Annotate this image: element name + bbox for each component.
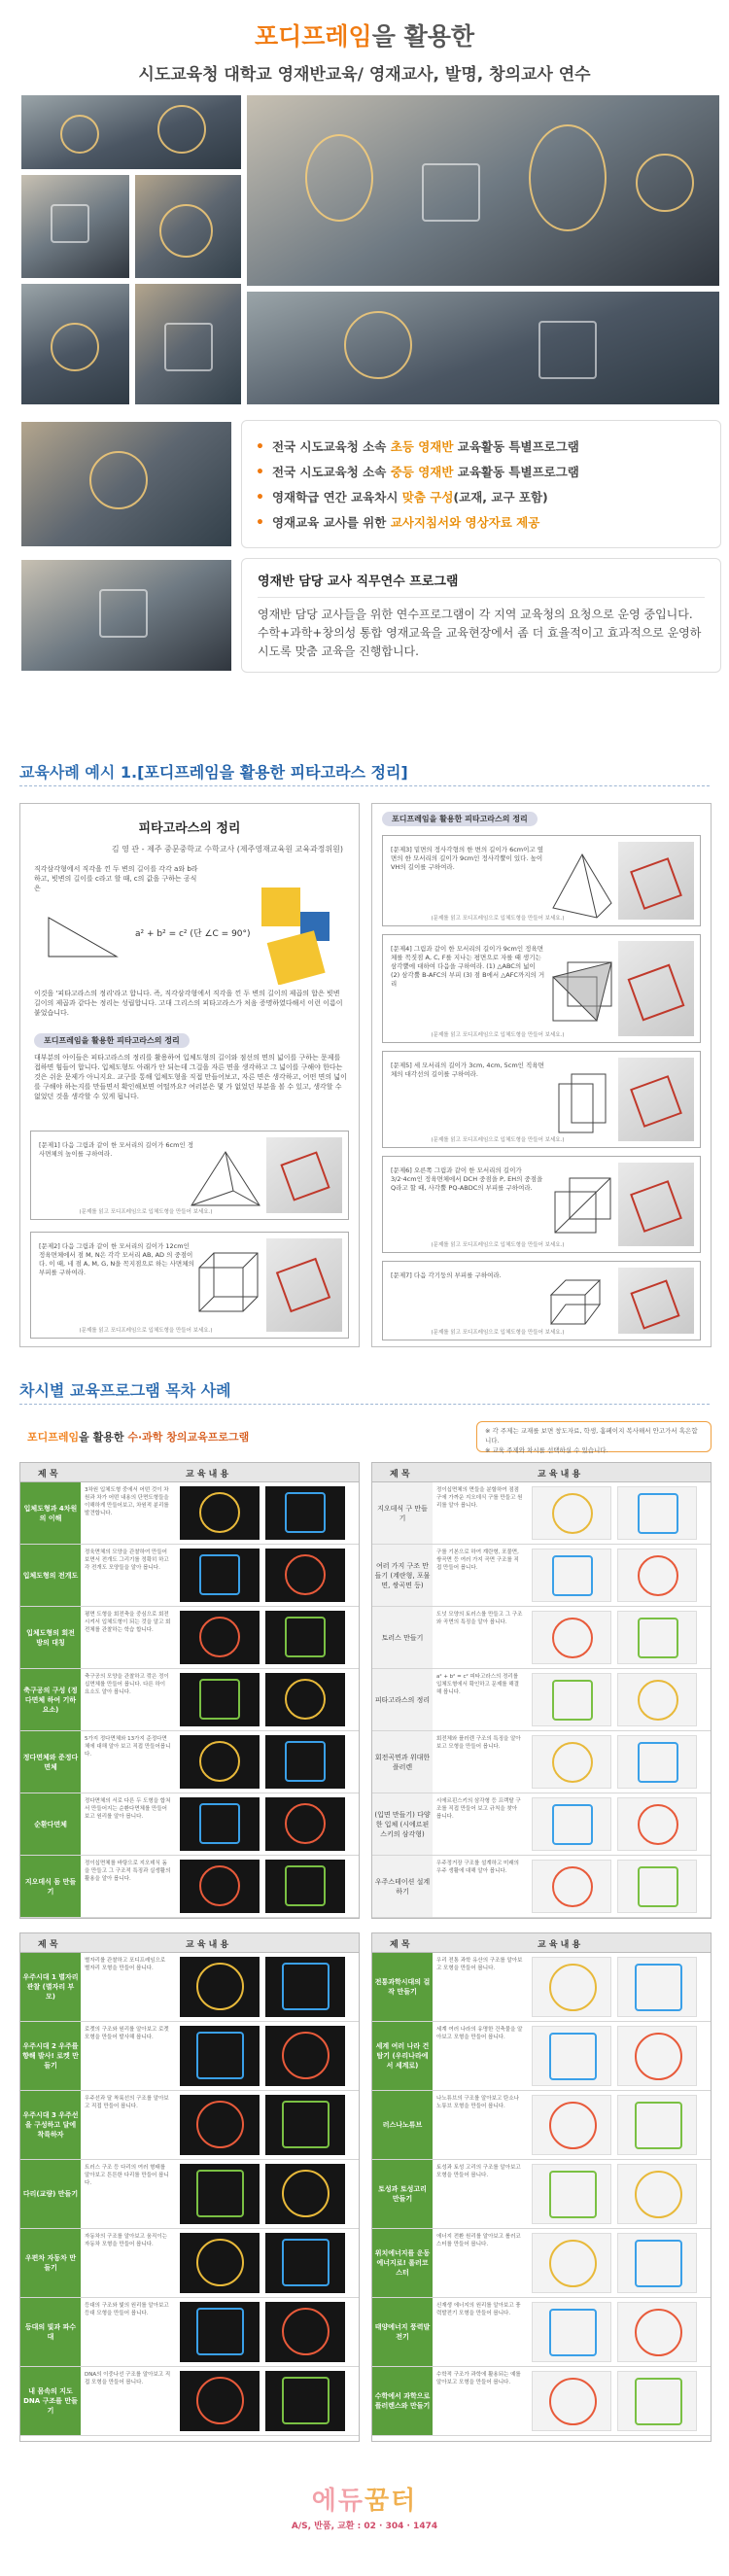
program-item: • 전국 시도교육청 소속 중등 영재반 교육활동 특별프로그램 bbox=[256, 465, 579, 480]
model-photo bbox=[617, 2302, 697, 2362]
row-title: 순환다면체 bbox=[20, 1793, 81, 1855]
row-title: 축구공의 구성 (정다면체 하여 기하 요소) bbox=[20, 1669, 81, 1730]
doc-body: 대부분의 아이들은 피타고라스의 정리를 활용하여 입체도형의 길이와 점선의 면의 넓이를 구하는 문제를 접하면 힘들어 합니다. 입체도형도 아래가 안 되는데 그걸을 자른 면을 생각하고 그 넓이를 구해야 한다는 것은 쉬운 문제가 아니지요. 교구를 통해 입체도형을 직접 만들어보고, 자른 면은 생각하고, 어떤 면의 넓이를 구해야 하는지를 만들면서 확인해보면 어떨까요? 여러분은 몇 가 없었던 부분을 볼 수 있고, 생각할 수 없었던 것을 생각할 수 있게 됩니다. bbox=[34, 1054, 347, 1100]
cuboid-icon bbox=[554, 1069, 612, 1137]
row-title: 등대의 빛과 파수대 bbox=[20, 2298, 81, 2366]
model-photo bbox=[617, 1797, 697, 1851]
row-content: 회전체와 플러렌 구조의 특징을 알아보고 모형을 만들어 봅니다. bbox=[436, 1736, 521, 1750]
table-row bbox=[20, 1793, 359, 1856]
training-box bbox=[241, 558, 721, 673]
triangle-diagram bbox=[44, 913, 122, 961]
row-content: 우주정거장 구조를 설계하고 미래의 우주 생활에 대해 알아 봅니다. bbox=[436, 1861, 519, 1874]
table-row bbox=[372, 1793, 711, 1856]
title-suffix: 을 활용한 bbox=[371, 22, 475, 51]
row-content: 나노튜브의 구조를 알아보고 탄소나노튜브 모형을 만들어 봅니다. bbox=[436, 2096, 519, 2109]
table-header bbox=[372, 1933, 711, 1953]
model-photo bbox=[265, 2095, 345, 2155]
table-row bbox=[20, 2229, 359, 2298]
doc-title: 피타고라스의 정리 bbox=[138, 821, 241, 836]
model-photo bbox=[180, 2164, 260, 2224]
model-photo bbox=[617, 1611, 697, 1664]
model-photo bbox=[532, 1611, 611, 1664]
row-content: 별자리를 관찰하고 포디프레임으로 별자리 모형을 만들어 봅니다. bbox=[85, 1958, 166, 1971]
brand-name: 포디프레임 bbox=[254, 22, 372, 51]
model-photo bbox=[265, 1735, 345, 1789]
row-content: 평면 도형을 회전축을 중심으로 회전시켜서 입체도형이 되는 것을 알고 회전체를 관찰하는 학습 합니다. bbox=[85, 1612, 171, 1633]
model-photo bbox=[180, 1549, 260, 1602]
divider bbox=[19, 1404, 710, 1405]
table-row bbox=[372, 2091, 711, 2160]
cube-icon bbox=[550, 1172, 618, 1240]
row-content: 수학적 구조가 과학에 활용되는 예를 알아보고 모형을 만들어 봅니다. bbox=[436, 2372, 521, 2385]
pyramid-icon bbox=[548, 850, 616, 922]
model-photo bbox=[180, 2233, 260, 2293]
problem-card: [문제3] 밑면의 정사각형의 한 변의 길이가 6cm이고 옆면의 한 모서리의 길이가 9cm인 정사각뿔이 있다. 높이 VH의 길이를 구하여라. (문제를 읽고 포디프레임으로 입체도형을 만들어 보세요.) bbox=[382, 835, 701, 926]
tetrahedron-icon bbox=[187, 1147, 264, 1215]
row-title: 태양에너지 풍력발전기 bbox=[372, 2298, 433, 2366]
table-row bbox=[20, 1856, 359, 1918]
model-photo bbox=[180, 2371, 260, 2431]
note-box: ※ 각 주제는 교재를 보면 창도자료, 학생, 홈페이지 복사해서 안고가서 혹은합니다. ※ 교육 주제와 차시를 선택하실 수 있습니다. bbox=[476, 1421, 712, 1452]
model-photo bbox=[265, 2371, 345, 2431]
model-photo bbox=[532, 2233, 611, 2293]
model-photo bbox=[617, 1549, 697, 1602]
model-photo bbox=[180, 1860, 260, 1913]
bullet-icon: • bbox=[256, 490, 264, 505]
square-diagram bbox=[252, 878, 349, 985]
model-photo bbox=[180, 1797, 260, 1851]
table-row bbox=[20, 2160, 359, 2229]
case-right-panel bbox=[371, 803, 712, 1347]
model-photo bbox=[266, 1137, 342, 1213]
photo-classroom-6 bbox=[245, 290, 721, 406]
program-list bbox=[241, 420, 721, 548]
col-title: 제 목 bbox=[38, 1470, 58, 1479]
row-title: (입면 만들기) 다양한 입체 (시에르핀스키의 삼각형) bbox=[372, 1793, 433, 1855]
photo-classroom-main bbox=[245, 93, 721, 288]
page-title bbox=[0, 17, 729, 52]
model-photo bbox=[265, 1957, 345, 2017]
model-photo bbox=[265, 2164, 345, 2224]
photo-classroom-5 bbox=[133, 282, 243, 406]
model-photo bbox=[618, 1058, 694, 1141]
doc-explain: 이것을 '피타고라스의 정리'라고 합니다. 즉, 직각삼각형에서 직각을 낀 두 변의 길이의 제곱의 합은 빗변 길이의 제곱과 같다는 정리는 성립합니다. 고대 그리스의 피타고라스가 처음 증명하였다해서 이런 이름이 붙었습니다. bbox=[34, 990, 343, 1017]
doc-author: 김 영 관 - 제주 중문중학교 수학교사 (제주영재교육원 교육과정위원) bbox=[111, 845, 343, 853]
model-photo bbox=[180, 2026, 260, 2086]
row-title: 우주시대 2 우주를 향해 발사! 로켓 만들기 bbox=[20, 2022, 81, 2090]
model-photo bbox=[617, 2095, 697, 2155]
col-title: 제 목 bbox=[38, 1940, 58, 1950]
model-photo bbox=[265, 1673, 345, 1726]
photo-classroom-3 bbox=[133, 173, 243, 280]
model-photo bbox=[618, 1268, 694, 1334]
row-content: 정이십면체를 바탕으로 지오데식 돔을 만들고 그 구조적 특징과 실생활의 활용을 알아 봅니다. bbox=[85, 1861, 171, 1882]
table-row bbox=[20, 1669, 359, 1731]
table-row bbox=[372, 2160, 711, 2229]
model-photo bbox=[532, 1486, 611, 1540]
row-content: 신재생 에너지의 원리를 알아보고 풍력발전기 모형을 만들어 봅니다. bbox=[436, 2303, 521, 2316]
model-photo bbox=[618, 1163, 694, 1246]
curriculum-subtitle: 포디프레임을 활용한 수·과학 창의교육프로그램 bbox=[27, 1431, 250, 1444]
model-photo bbox=[180, 1486, 260, 1540]
table-row bbox=[20, 2367, 359, 2436]
section-tag: 포디프레임을 활용한 피타고라스의 정리 bbox=[34, 1033, 190, 1048]
photo-students bbox=[19, 420, 233, 548]
table-row bbox=[372, 1607, 711, 1669]
table-row bbox=[372, 1731, 711, 1793]
model-photo bbox=[617, 2371, 697, 2431]
row-content: 우리 전통 과학 유산의 구조를 알아보고 모형을 만들어 봅니다. bbox=[436, 1958, 523, 1971]
model-photo bbox=[617, 2233, 697, 2293]
model-photo bbox=[180, 2302, 260, 2362]
program-info bbox=[19, 420, 721, 548]
photo-collage bbox=[19, 93, 721, 406]
model-photo bbox=[180, 1957, 260, 2017]
row-title: 우주시대 1 별자리 관찰 (별자리 부모) bbox=[20, 1953, 81, 2021]
table-header bbox=[20, 1463, 359, 1482]
row-content: 우주선과 달 착륙선의 구조를 알아보고 직접 만들어 봅니다. bbox=[85, 2096, 169, 2109]
table-row bbox=[372, 2229, 711, 2298]
model-photo bbox=[265, 1860, 345, 1913]
model-photo bbox=[617, 1957, 697, 2017]
row-content: 자동차의 구조를 알아보고 움직이는 자동차 모형을 만들어 봅니다. bbox=[85, 2234, 167, 2247]
col-content: 교 육 내 용 bbox=[538, 1470, 581, 1479]
as-contact: A/S, 반품, 교환 : 02 · 304 · 1474 bbox=[291, 2522, 438, 2531]
model-photo bbox=[532, 2095, 611, 2155]
row-title: 러스나노튜브 bbox=[372, 2091, 433, 2159]
table-row bbox=[372, 2298, 711, 2367]
model-photo bbox=[180, 1611, 260, 1664]
model-photo bbox=[617, 2164, 697, 2224]
row-title: 회전곡면과 위대한 플러렌 bbox=[372, 1731, 433, 1793]
row-title: 위치에너지를 운동에너지로! 롤러코스터 bbox=[372, 2229, 433, 2297]
table-row bbox=[20, 2022, 359, 2091]
row-content: 세계 여러 나라의 유명한 건축물을 알아보고 모형을 만들어 봅니다. bbox=[436, 2027, 523, 2040]
model-photo bbox=[532, 2302, 611, 2362]
model-photo bbox=[532, 2026, 611, 2086]
col-content: 교 육 내 용 bbox=[186, 1470, 229, 1479]
row-content: 트러스 구조 등 다리의 여러 형태를 알아보고 튼튼한 다리를 만들어 봅니다. bbox=[85, 2165, 169, 2186]
training-info bbox=[19, 558, 721, 673]
table-row bbox=[20, 2091, 359, 2160]
row-title: 지오데식 구 만들기 bbox=[372, 1482, 433, 1544]
bullet-icon: • bbox=[256, 439, 264, 455]
row-content: 도넛 모양의 토러스를 만들고 그 구조와 곡면의 특징을 알아 봅니다. bbox=[436, 1612, 523, 1625]
curriculum-table-2 bbox=[371, 1462, 712, 1919]
model-photo bbox=[532, 2164, 611, 2224]
model-photo bbox=[532, 2371, 611, 2431]
row-title: 세계 여러 나라 건 탐기 (우리나라에서 세계로) bbox=[372, 2022, 433, 2090]
bullet-icon: • bbox=[256, 515, 264, 531]
row-content: 토성과 토성 고리의 구조를 알아보고 모형을 만들어 봅니다. bbox=[436, 2165, 521, 2178]
prism-icon bbox=[546, 1275, 620, 1334]
row-title: 우주스테이션 설계하기 bbox=[372, 1856, 433, 1917]
training-title: 영재반 담당 교사 직무연수 프로그램 bbox=[258, 571, 705, 598]
row-title: 전통과학시대의 걸작 만들기 bbox=[372, 1953, 433, 2021]
row-content: 구를 기본으로 하여 계란형, 포물면, 쌍곡면 등 여러 가지 곡면 구조를 직접 만들어 봅니다. bbox=[436, 1549, 519, 1571]
model-photo bbox=[532, 1797, 611, 1851]
model-photo bbox=[180, 1735, 260, 1789]
row-content: 5가지 정다면체와 13가지 준정다면체에 대해 알아 보고 직접 만들어봅니다. bbox=[85, 1736, 171, 1758]
table-row bbox=[372, 1669, 711, 1731]
col-content: 교 육 내 용 bbox=[186, 1940, 229, 1950]
row-content: 3차원 입체도형 중에서 어떤 것이 차원과 차가 어떤 내용의 단면도형들을 이해하게 만들어보고, 차원적 분리를 발견합니다. bbox=[85, 1487, 169, 1516]
row-title: 정다면체와 준정다면체 bbox=[20, 1731, 81, 1793]
page-subtitle: 시도교육청 대학교 영재반교육/ 영재교사, 발명, 창의교사 연수 bbox=[138, 65, 591, 85]
problem-card: [문제5] 세 모서리의 길이가 3cm, 4cm, 5cm인 직육면체의 대각선의 길이를 구하여라. (문제를 읽고 포디프레임으로 입체도형을 만들어 보세요.) bbox=[382, 1051, 701, 1148]
row-content: 시에르핀스키의 삼각형 등 프랙탈 구조를 직접 만들어 보고 규칙을 찾아 봅니다. bbox=[436, 1798, 521, 1820]
row-title: 토성과 토성고리 만들기 bbox=[372, 2160, 433, 2228]
model-photo bbox=[266, 1238, 342, 1332]
section-tag: 포디프레임을 활용한 피타고라스의 정리 bbox=[382, 812, 538, 826]
training-body: 영재반 담당 교사들을 위한 연수프로그램이 각 지역 교육청의 요청으로 운영 중입니다. 수학+과학+창의성 통합 영재교육을 교육현장에서 좀 더 효율적이고 효과적으로 운영하시도록 맞춤 교육을 진행합니다. bbox=[258, 608, 702, 658]
model-photo bbox=[532, 1549, 611, 1602]
model-photo bbox=[265, 1611, 345, 1664]
row-title: 다리(교량) 만들기 bbox=[20, 2160, 81, 2228]
formula: a² + b² = c² (단 ∠C = 90°) bbox=[135, 929, 251, 939]
model-photo bbox=[265, 2026, 345, 2086]
curriculum-table-1 bbox=[19, 1462, 360, 1919]
row-title: 입체도형과 4차원의 이해 bbox=[20, 1482, 81, 1544]
col-title: 제 목 bbox=[390, 1470, 410, 1479]
table-row bbox=[372, 1856, 711, 1918]
row-title: 입체도형의 전개도 bbox=[20, 1545, 81, 1606]
row-content: a² + b² = c² 피타고라스의 정리를 입체도형에서 확인하고 문제를 해결해 봅니다. bbox=[436, 1674, 519, 1695]
model-photo bbox=[617, 1486, 697, 1540]
table-header bbox=[372, 1463, 711, 1482]
row-content: DNA의 이중나선 구조를 알아보고 직접 모형을 만들어 봅니다. bbox=[85, 2372, 171, 2385]
row-content: 등대의 구조와 빛의 원리를 알아보고 등대 모형을 만들어 봅니다. bbox=[85, 2303, 169, 2316]
problem-card: [문제7] 다음 각기둥의 부피를 구하여라. (문제를 읽고 포디프레임으로 입체도형을 만들어 보세요.) bbox=[382, 1261, 701, 1340]
row-title: 입체도형의 회전 방의 대칭 bbox=[20, 1607, 81, 1668]
row-title: 수학에서 과학으로 플러렌스와 만들기 bbox=[372, 2367, 433, 2435]
curriculum-table-4 bbox=[371, 1932, 712, 2442]
model-photo bbox=[265, 1549, 345, 1602]
row-content: 정육면체의 모양을 관찰하여 만들어보면서 전개도 그리기를 정확히 하고 각 전개도 모양들을 알아 봅니다. bbox=[85, 1549, 169, 1571]
footer-logo bbox=[0, 2481, 729, 2531]
table-row bbox=[372, 1953, 711, 2022]
table-row bbox=[20, 1482, 359, 1545]
logo-text: 에듀꿈터 bbox=[311, 2487, 418, 2516]
cube-icon bbox=[194, 1248, 262, 1326]
row-title: 지오데식 돔 만들기 bbox=[20, 1856, 81, 1917]
row-title: 우편차 자동차 만들기 bbox=[20, 2229, 81, 2297]
problem-card: [문제1] 다음 그림과 같이 한 모서리의 길이가 6cm인 정사면체의 높이를 구하여라. (문제를 읽고 포디프레임으로 입체도형을 만들어 보세요.) bbox=[30, 1131, 349, 1220]
photo-classroom-4 bbox=[19, 282, 131, 406]
model-photo bbox=[618, 842, 694, 920]
row-title: 우주시대 3 우주선을 구성하고 달에 착륙하자 bbox=[20, 2091, 81, 2159]
table-row bbox=[372, 1545, 711, 1607]
cube-cut-icon bbox=[548, 953, 616, 1030]
model-photo bbox=[617, 2026, 697, 2086]
program-item: • 영재학급 연간 교육차시 맞춤 구성(교재, 교구 포함) bbox=[256, 490, 548, 505]
table-row bbox=[20, 1607, 359, 1669]
row-title: 토러스 만들기 bbox=[372, 1607, 433, 1668]
model-photo bbox=[532, 1957, 611, 2017]
row-content: 정다면체의 서로 다른 두 도형을 합쳐서 만들어지는 순환다면체를 만들어 보고 원리를 알아 봅니다. bbox=[85, 1798, 171, 1820]
case-title: 교육사례 예시 1.[포디프레임을 활용한 피타고라스 정리] bbox=[19, 763, 408, 782]
curriculum-title: 차시별 교육프로그램 목차 사례 bbox=[19, 1381, 231, 1400]
page-header bbox=[0, 0, 729, 93]
model-photo bbox=[180, 1673, 260, 1726]
model-photo bbox=[617, 1673, 697, 1726]
row-title: 피타고라스의 정리 bbox=[372, 1669, 433, 1730]
table-row bbox=[372, 1482, 711, 1545]
row-content: 로켓의 구조와 원리를 알아보고 로켓 모형을 만들어 발사해 봅니다. bbox=[85, 2027, 169, 2040]
row-content: 정이십면체의 면들을 분할하여 점점 구에 가까운 지오데식 구를 만들고 원리를 알아 봅니다. bbox=[436, 1487, 523, 1509]
row-title: 여러 가지 구조 만들기 (계란형, 포물면, 쌍곡면 등) bbox=[372, 1545, 433, 1606]
table-row bbox=[20, 1731, 359, 1793]
table-row bbox=[20, 1953, 359, 2022]
table-row bbox=[372, 2022, 711, 2091]
col-title: 제 목 bbox=[390, 1940, 410, 1950]
row-title: 내 몸속의 지도 DNA 구조를 만들기 bbox=[20, 2367, 81, 2435]
model-photo bbox=[265, 2302, 345, 2362]
case-left-panel bbox=[19, 803, 360, 1347]
problem-card: [문제2] 다음 그림과 같이 한 모서리의 길이가 12cm인 정육면체에서 점 M, N은 각각 모서리 AB, AD 의 중점이다. 이 때, 네 점 A, M, G, N을 꼭지점으로 하는 사면체의 부피를 구하여라. (문제를 읽고 포디프레임으로 입체도형을 만들어 보세요.) bbox=[30, 1232, 349, 1339]
program-item: • 전국 시도교육청 소속 초등 영재반 교육활동 특별프로그램 bbox=[256, 439, 579, 455]
model-photo bbox=[618, 941, 694, 1036]
problem-card: [문제6] 오른쪽 그림과 같이 한 모서리의 길이가 3/2·4cm인 정육면체에서 DCH 중점을 P, EH의 중점을 Q라고 할 때, 사각뿔 PQ-ABDC의 부피를 구하여라. (문제를 읽고 포디프레임으로 입체도형을 만들어 보세요.) bbox=[382, 1156, 701, 1253]
col-content: 교 육 내 용 bbox=[538, 1940, 581, 1950]
table-row bbox=[372, 2367, 711, 2436]
table-row bbox=[20, 2298, 359, 2367]
model-photo bbox=[265, 1797, 345, 1851]
model-photo bbox=[617, 1735, 697, 1789]
divider bbox=[19, 785, 710, 786]
doc-intro: 직각삼각형에서 직각을 낀 두 변의 길이를 각각 a와 b라 하고, 빗변의 길이를 c라고 할 때, c의 값을 구하는 공식은 bbox=[34, 865, 198, 892]
model-photo bbox=[265, 1486, 345, 1540]
photo-teachers bbox=[19, 558, 233, 673]
row-content: 축구공의 모양을 관찰하고 깎은 정이십면체를 만들어 봅니다. 다른 하이 요소도 알아 봅니다. bbox=[85, 1674, 169, 1695]
model-photo bbox=[180, 2095, 260, 2155]
curriculum-table-3 bbox=[19, 1932, 360, 2442]
model-photo bbox=[265, 2233, 345, 2293]
table-header bbox=[20, 1933, 359, 1953]
photo-classroom-1 bbox=[19, 93, 243, 171]
bullet-icon: • bbox=[256, 465, 264, 480]
row-content: 에너지 전환 원리를 알아보고 롤러코스터를 만들어 봅니다. bbox=[436, 2234, 521, 2247]
photo-classroom-2 bbox=[19, 173, 131, 280]
model-photo bbox=[532, 1735, 611, 1789]
model-photo bbox=[617, 1860, 697, 1913]
model-photo bbox=[532, 1860, 611, 1913]
program-item: • 영재교육 교사를 위한 교사지침서와 영상자료 제공 bbox=[256, 515, 540, 531]
model-photo bbox=[532, 1673, 611, 1726]
problem-card: [문제4] 그림과 같이 한 모서리의 길이가 9cm인 정육면체를 꼭짓점 A, C, F를 지나는 평면으로 자를 때 생기는 삼각뿔에 대하여 다음을 구하여라. (1) △ABC의 넓이 (2) 삼각뿔 B-AFC의 부피 (3) 점 B에서 △AFC까지의 거리 (문제를 읽고 포디프레임으로 입체도형을 만들어 보세요.) bbox=[382, 934, 701, 1043]
table-row bbox=[20, 1545, 359, 1607]
